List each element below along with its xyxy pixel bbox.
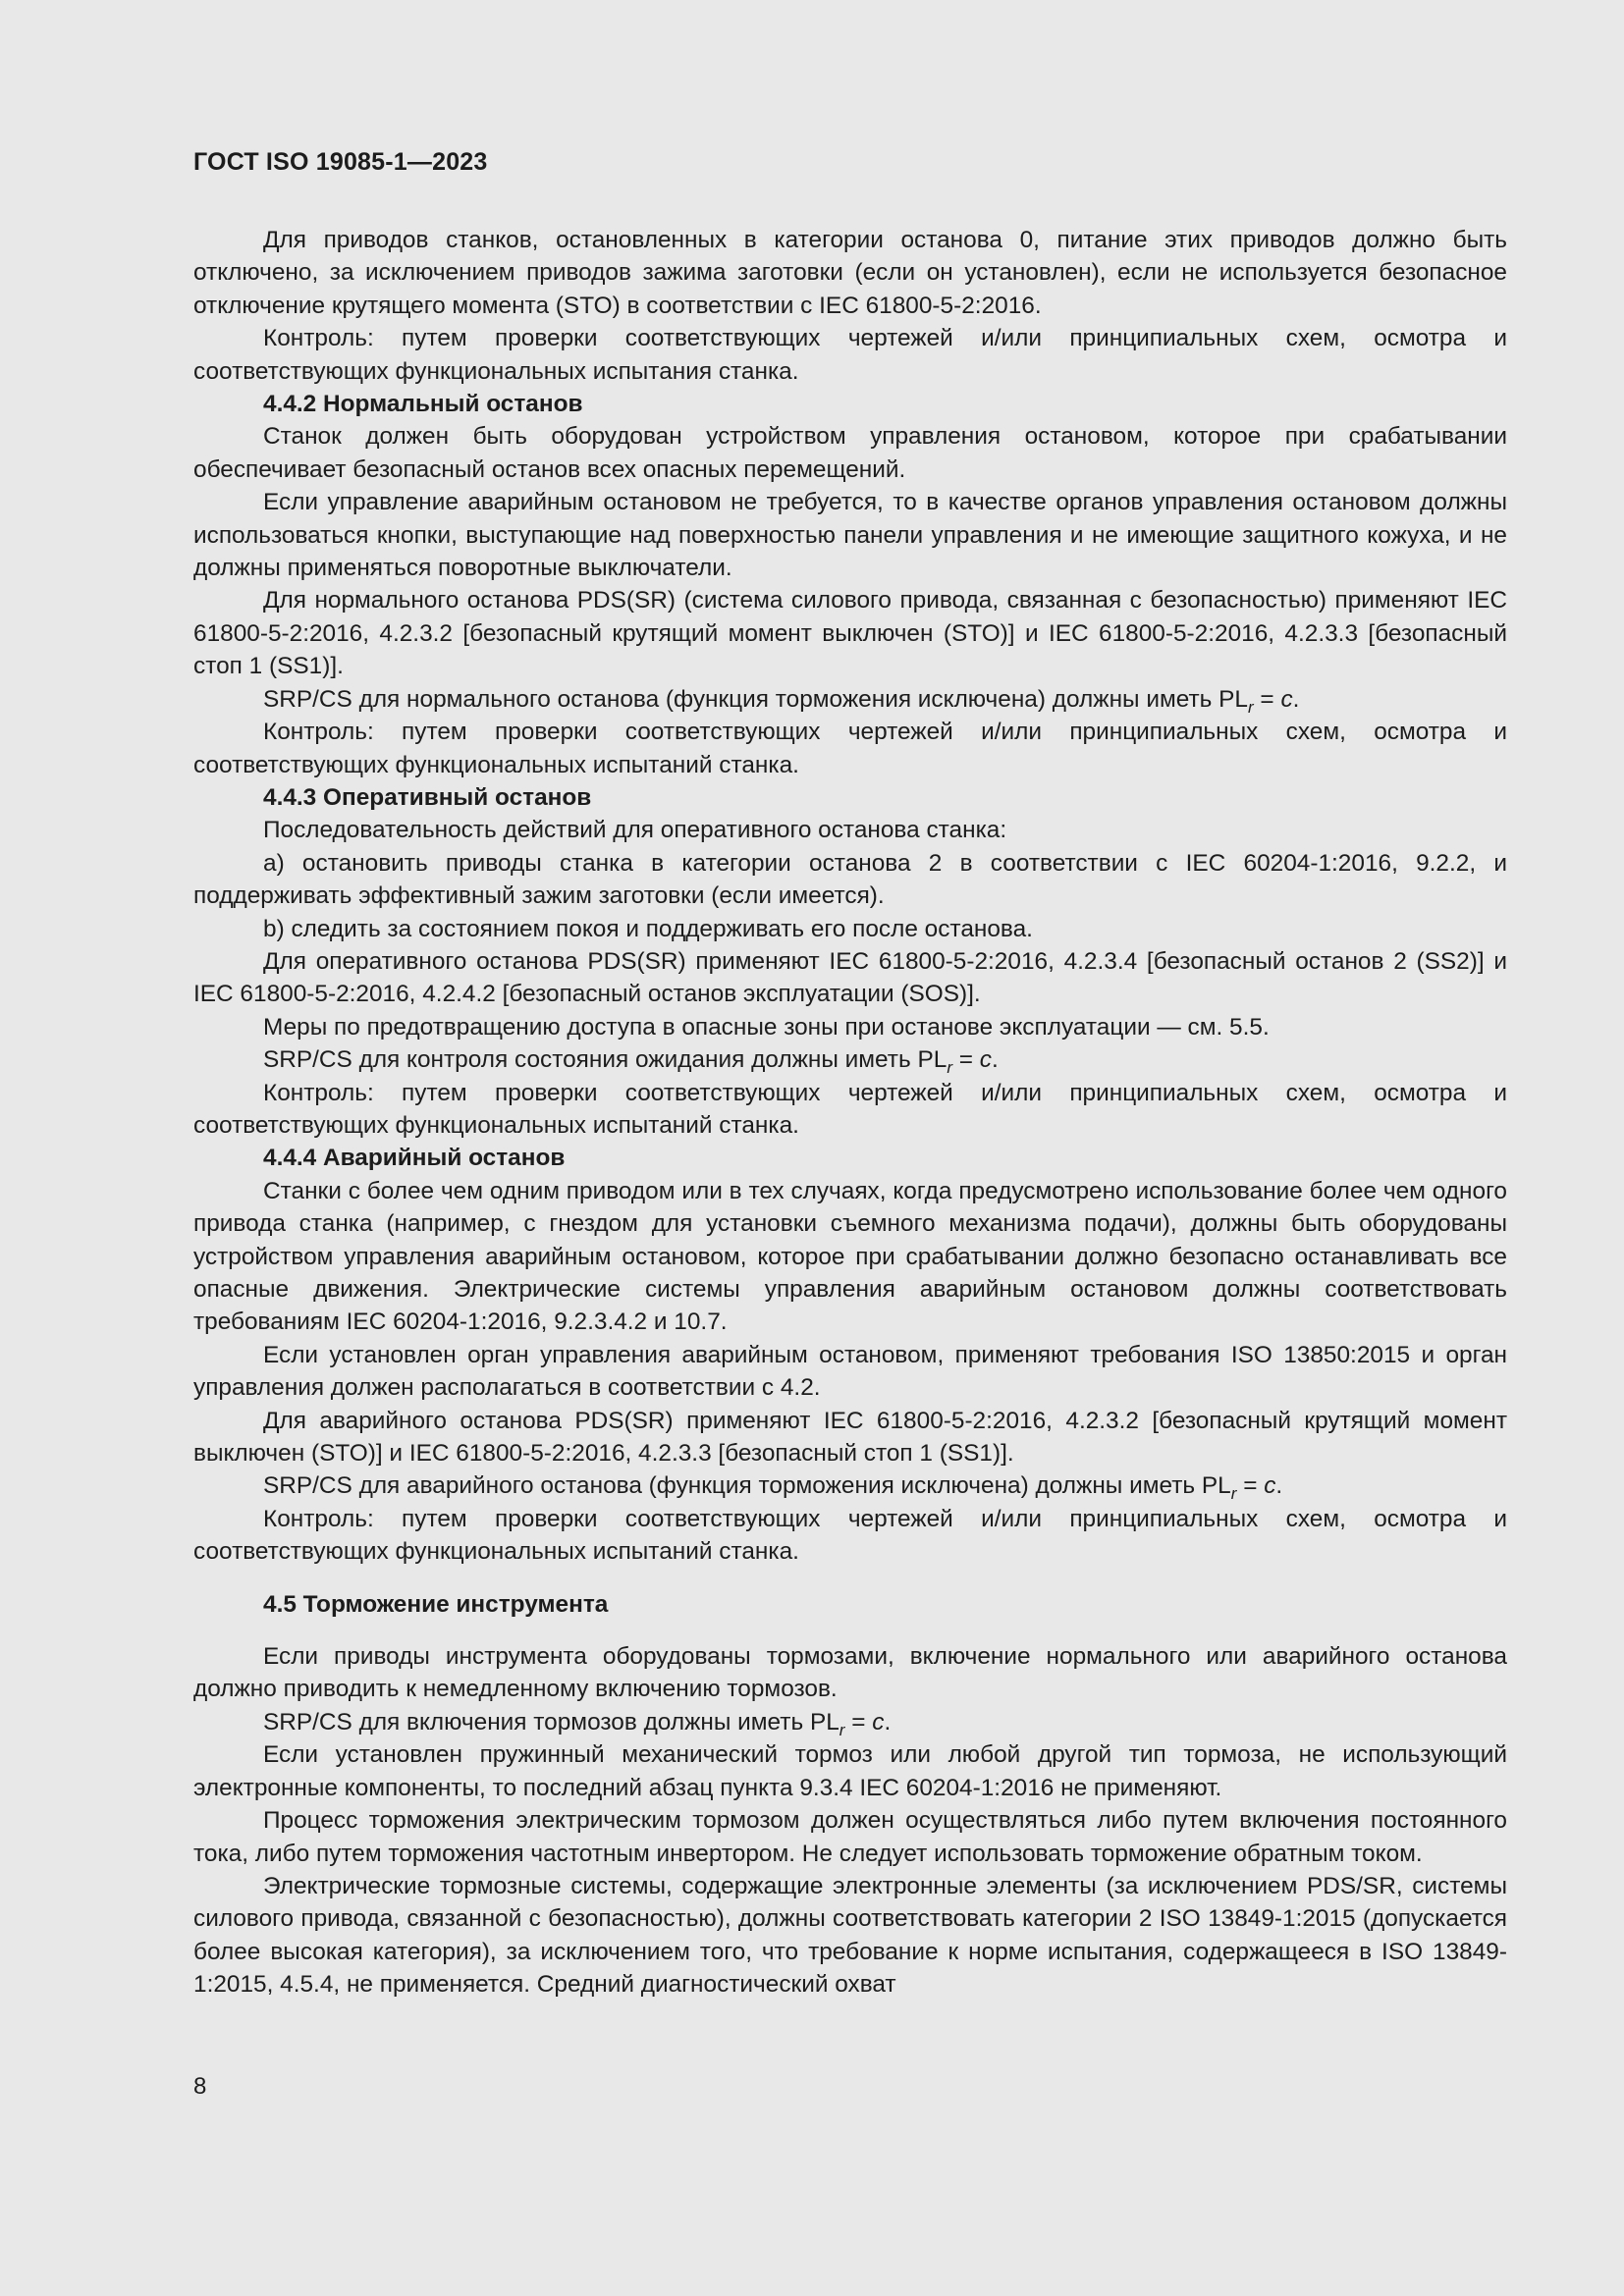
- paragraph: Меры по предотвращению доступа в опасные зоны при останове эксплуатации — см. 5.5.: [263, 1013, 1270, 1041]
- document-body: [193, 224, 1507, 2002]
- pl-subscript: r: [1247, 697, 1254, 717]
- paragraph: Последовательность действий для оперативного останова станка:: [263, 817, 1007, 844]
- list-item-a: a) остановить приводы станка в категории останова 2 в соответствии с IEC 60204-1:2016, 9.2.2, и поддерживать эффективный зажим заготовки (если имеется).: [193, 849, 1507, 910]
- period: .: [884, 1708, 892, 1735]
- requirement-text: SRP/CS для аварийного останова (функция торможения исключена) должны иметь PL: [263, 1472, 1231, 1500]
- heading-4-4-4: 4.4.4 Аварийный останов: [263, 1145, 566, 1172]
- equals-sign: =: [844, 1708, 873, 1735]
- paragraph: Для оперативного останова PDS(SR) применяют IEC 61800-5-2:2016, 4.2.3.4 [безопасный останов 2 (SS2)] и IEC 61800-5-2:2016, 4.2.4.2 [безопасный останов эксплуатации (SOS)].: [193, 947, 1507, 1008]
- list-item-b: b) следить за состоянием покоя и поддерживать его после останова.: [263, 915, 1033, 942]
- paragraph: Если установлен пружинный механический тормоз или любой другой тип тормоза, не использующий электронные компоненты, то последний абзац пункта 9.3.4 IEC 60204-1:2016 не применяют.: [193, 1741, 1507, 1801]
- paragraph: Процесс торможения электрическим тормозом должен осуществляться либо путем включения постоянного тока, либо путем торможения частотным инвертором. Не следует использовать торможение обратным током.: [193, 1807, 1507, 1867]
- paragraph: Для аварийного останова PDS(SR) применяют IEC 61800-5-2:2016, 4.2.3.2 [безопасный крутящий момент выключен (STO)] и IEC 61800-5-2:2016, 4.2.3.3 [безопасный стоп 1 (SS1)].: [193, 1407, 1507, 1468]
- heading-4-4-2: 4.4.2 Нормальный останов: [263, 391, 583, 418]
- requirement-text: SRP/CS для контроля состояния ожидания должны иметь PL: [263, 1046, 947, 1074]
- document-code-header: ГОСТ ISO 19085-1—2023: [193, 148, 488, 176]
- requirement-text: SRP/CS для нормального останова (функция торможения исключена) должны иметь PL: [263, 685, 1248, 713]
- pl-value: c: [1264, 1472, 1276, 1500]
- paragraph: Если установлен орган управления аварийным остановом, применяют требования ISO 13850:2015 и орган управления должен располагаться в соответствии с 4.2.: [193, 1341, 1507, 1402]
- pl-value: c: [979, 1046, 992, 1074]
- verification-paragraph: Контроль: путем проверки соответствующих чертежей и/или принципиальных схем, осмотра и соответствующих функциональных испытания станка.: [193, 325, 1507, 385]
- equals-sign: =: [1253, 685, 1281, 713]
- paragraph: Станки с более чем одним приводом или в тех случаях, когда предусмотрено использование более чем одного привода станка (например, с гнездом для установки съемного механизма подачи), должны быть оборудованы устройством управления аварийным остановом, которое при срабатывании должно безопасно останавливать все опасные движения. Электрические системы управления аварийным остановом должны соответствовать требованиям IEC 60204-1:2016, 9.2.3.4.2 и 10.7.: [193, 1177, 1507, 1336]
- pl-subscript: r: [839, 1720, 845, 1739]
- paragraph: Если приводы инструмента оборудованы тормозами, включение нормального или аварийного останова должно приводить к немедленному включению тормозов.: [193, 1643, 1507, 1703]
- equals-sign: =: [951, 1046, 980, 1074]
- paragraph: Станок должен быть оборудован устройством управления остановом, которое при срабатывании обеспечивает безопасный останов всех опасных перемещений.: [193, 423, 1507, 483]
- equals-sign: =: [1236, 1472, 1265, 1500]
- page-number: 8: [193, 2073, 207, 2100]
- paragraph: Для нормального останова PDS(SR) (система силового привода, связанная с безопасностью) применяют IEC 61800-5-2:2016, 4.2.3.2 [безопасный крутящий момент выключен (STO)] и IEC 61800-5-2:2016, 4.2.3.3 [безопасный стоп 1 (SS1)].: [193, 587, 1507, 680]
- period: .: [1292, 685, 1300, 713]
- heading-4-5: 4.5 Торможение инструмента: [263, 1590, 609, 1618]
- heading-4-4-3: 4.4.3 Оперативный останов: [263, 783, 592, 811]
- period: .: [991, 1046, 999, 1074]
- performance-level-requirement: [193, 1706, 1507, 1738]
- performance-level-requirement: [193, 683, 1507, 716]
- pl-subscript: r: [947, 1058, 952, 1078]
- performance-level-requirement: [193, 1043, 1507, 1076]
- paragraph: Электрические тормозные системы, содержащие электронные элементы (за исключением PDS/SR, системы силового привода, связанной с безопасностью), должны соответствовать категории 2 ISO 13849-1:2015 (допускается более высокая категория), за исключением того, что требование к норме испытания, содержащееся в ISO 13849-1:2015, 4.5.4, не применяется. Средний диагностический охват: [193, 1872, 1507, 1999]
- paragraph: Для приводов станков, остановленных в категории останова 0, питание этих приводов должно быть отключено, за исключением приводов зажима заготовки (если он установлен), если не используется безопасное отключение крутящего момента (STO) в соответствии с IEC 61800-5-2:2016.: [193, 227, 1507, 319]
- performance-level-requirement: [193, 1469, 1507, 1502]
- pl-value: c: [872, 1708, 885, 1735]
- verification-paragraph: Контроль: путем проверки соответствующих чертежей и/или принципиальных схем, осмотра и соответствующих функциональных испытаний станка.: [193, 1079, 1507, 1139]
- verification-paragraph: Контроль: путем проверки соответствующих чертежей и/или принципиальных схем, осмотра и соответствующих функциональных испытаний станка.: [193, 719, 1507, 778]
- requirement-text: SRP/CS для включения тормозов должны иметь PL: [263, 1708, 839, 1735]
- verification-paragraph: Контроль: путем проверки соответствующих чертежей и/или принципиальных схем, осмотра и соответствующих функциональных испытаний станка.: [193, 1505, 1507, 1566]
- pl-subscript: r: [1230, 1484, 1237, 1504]
- period: .: [1275, 1472, 1283, 1500]
- paragraph: Если управление аварийным остановом не требуется, то в качестве органов управления остановом должны использоваться кнопки, выступающие над поверхностью панели управления и не имеющие защитного кожуха, и не должны применяться поворотные выключатели.: [193, 489, 1507, 582]
- pl-value: c: [1280, 685, 1293, 713]
